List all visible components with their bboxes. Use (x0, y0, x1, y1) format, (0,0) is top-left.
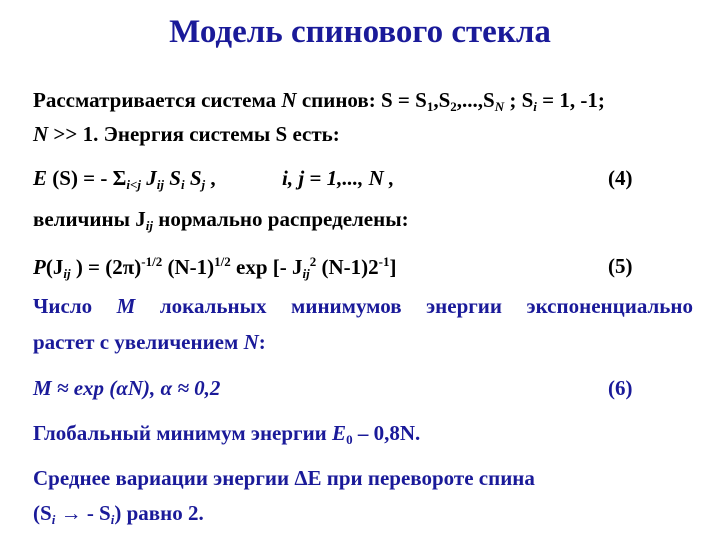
pi-symbol: π (122, 255, 135, 279)
equation-4-number: (4) (608, 166, 633, 190)
equation-5 (33, 254, 397, 282)
intro-text: Рассматривается система (33, 88, 282, 112)
intro-text: спинов: S = S (296, 88, 427, 112)
intro-n: N (281, 88, 297, 112)
subscript: i (110, 512, 115, 527)
minima-line-2: растет с увеличением N: (33, 330, 266, 354)
eq-text: (N-1)2 (316, 255, 379, 279)
superscript: -1 (378, 254, 390, 269)
eq-text: exp [- J (230, 255, 303, 279)
subscript: i (533, 99, 537, 114)
equation-5-number: (5) (608, 254, 633, 278)
minima-line-1: Число M локальных минимумов энергии экспоненциально (33, 294, 693, 318)
sigma-symbol: Σ (112, 166, 127, 190)
variation-line-1: Среднее вариации энергии ΔE при перевороте спина (33, 466, 535, 490)
subscript: i (51, 512, 56, 527)
intro-line-2 (33, 122, 340, 147)
equation-6: M ≈ exp (αN), α ≈ 0,2 (33, 376, 221, 400)
jij-text: величины J (33, 207, 146, 231)
global-minimum: Глобальный минимум энергии $E_0 - 0,8N$. (33, 421, 421, 447)
subscript: 0 (346, 432, 353, 447)
jij-line (33, 207, 409, 234)
intro-text: S (521, 88, 534, 112)
superscript: 1/2 (214, 254, 231, 269)
equation-4 (33, 166, 216, 193)
subscript: i (180, 177, 185, 192)
subscript: ij (302, 266, 310, 281)
eq-symbol: P (33, 255, 46, 279)
eq-text: ) = (2 (70, 255, 123, 279)
intro-line-1 (33, 88, 605, 115)
intro-text: ,...,S (456, 88, 495, 112)
intro-text: ; (504, 88, 522, 112)
intro-text: = 1, -1; (536, 88, 605, 112)
jij-text: нормально распределены: (152, 207, 409, 231)
intro-n: N (33, 122, 49, 146)
eq-text: ) (134, 255, 142, 279)
intro-text: >> 1. Энергия системы S есть: (48, 122, 340, 146)
subscript: ij (156, 177, 164, 192)
equation-6-number: (6) (608, 376, 633, 400)
subscript: ij (63, 266, 71, 281)
eq-text: (S) = - (47, 166, 113, 190)
subscript: 2 (450, 99, 457, 114)
eq-symbol: E (33, 166, 48, 190)
eq-symbol: S (164, 166, 181, 190)
eq-text: (J (45, 255, 64, 279)
subscript: j (201, 177, 206, 192)
eq-symbol: S (184, 166, 202, 190)
intro-text: ,S (433, 88, 451, 112)
eq-text: ] (389, 255, 397, 279)
subscript: 1 (426, 99, 434, 114)
eq-symbol: J (141, 166, 157, 190)
variation-line-2: ($S_i$ → - $S_i$) равно 2. (33, 501, 204, 527)
slide-title: Модель спинового стекла (169, 14, 551, 50)
superscript: 2 (309, 254, 317, 269)
subscript: i<j (126, 177, 142, 192)
superscript: -1/2 (141, 254, 163, 269)
eq-text: (N-1) (162, 255, 215, 279)
subscript: N (494, 99, 505, 114)
subscript: ij (145, 218, 153, 233)
eq-text: , (205, 166, 216, 190)
equation-4-range: i, j = 1,..., N , (282, 166, 395, 190)
